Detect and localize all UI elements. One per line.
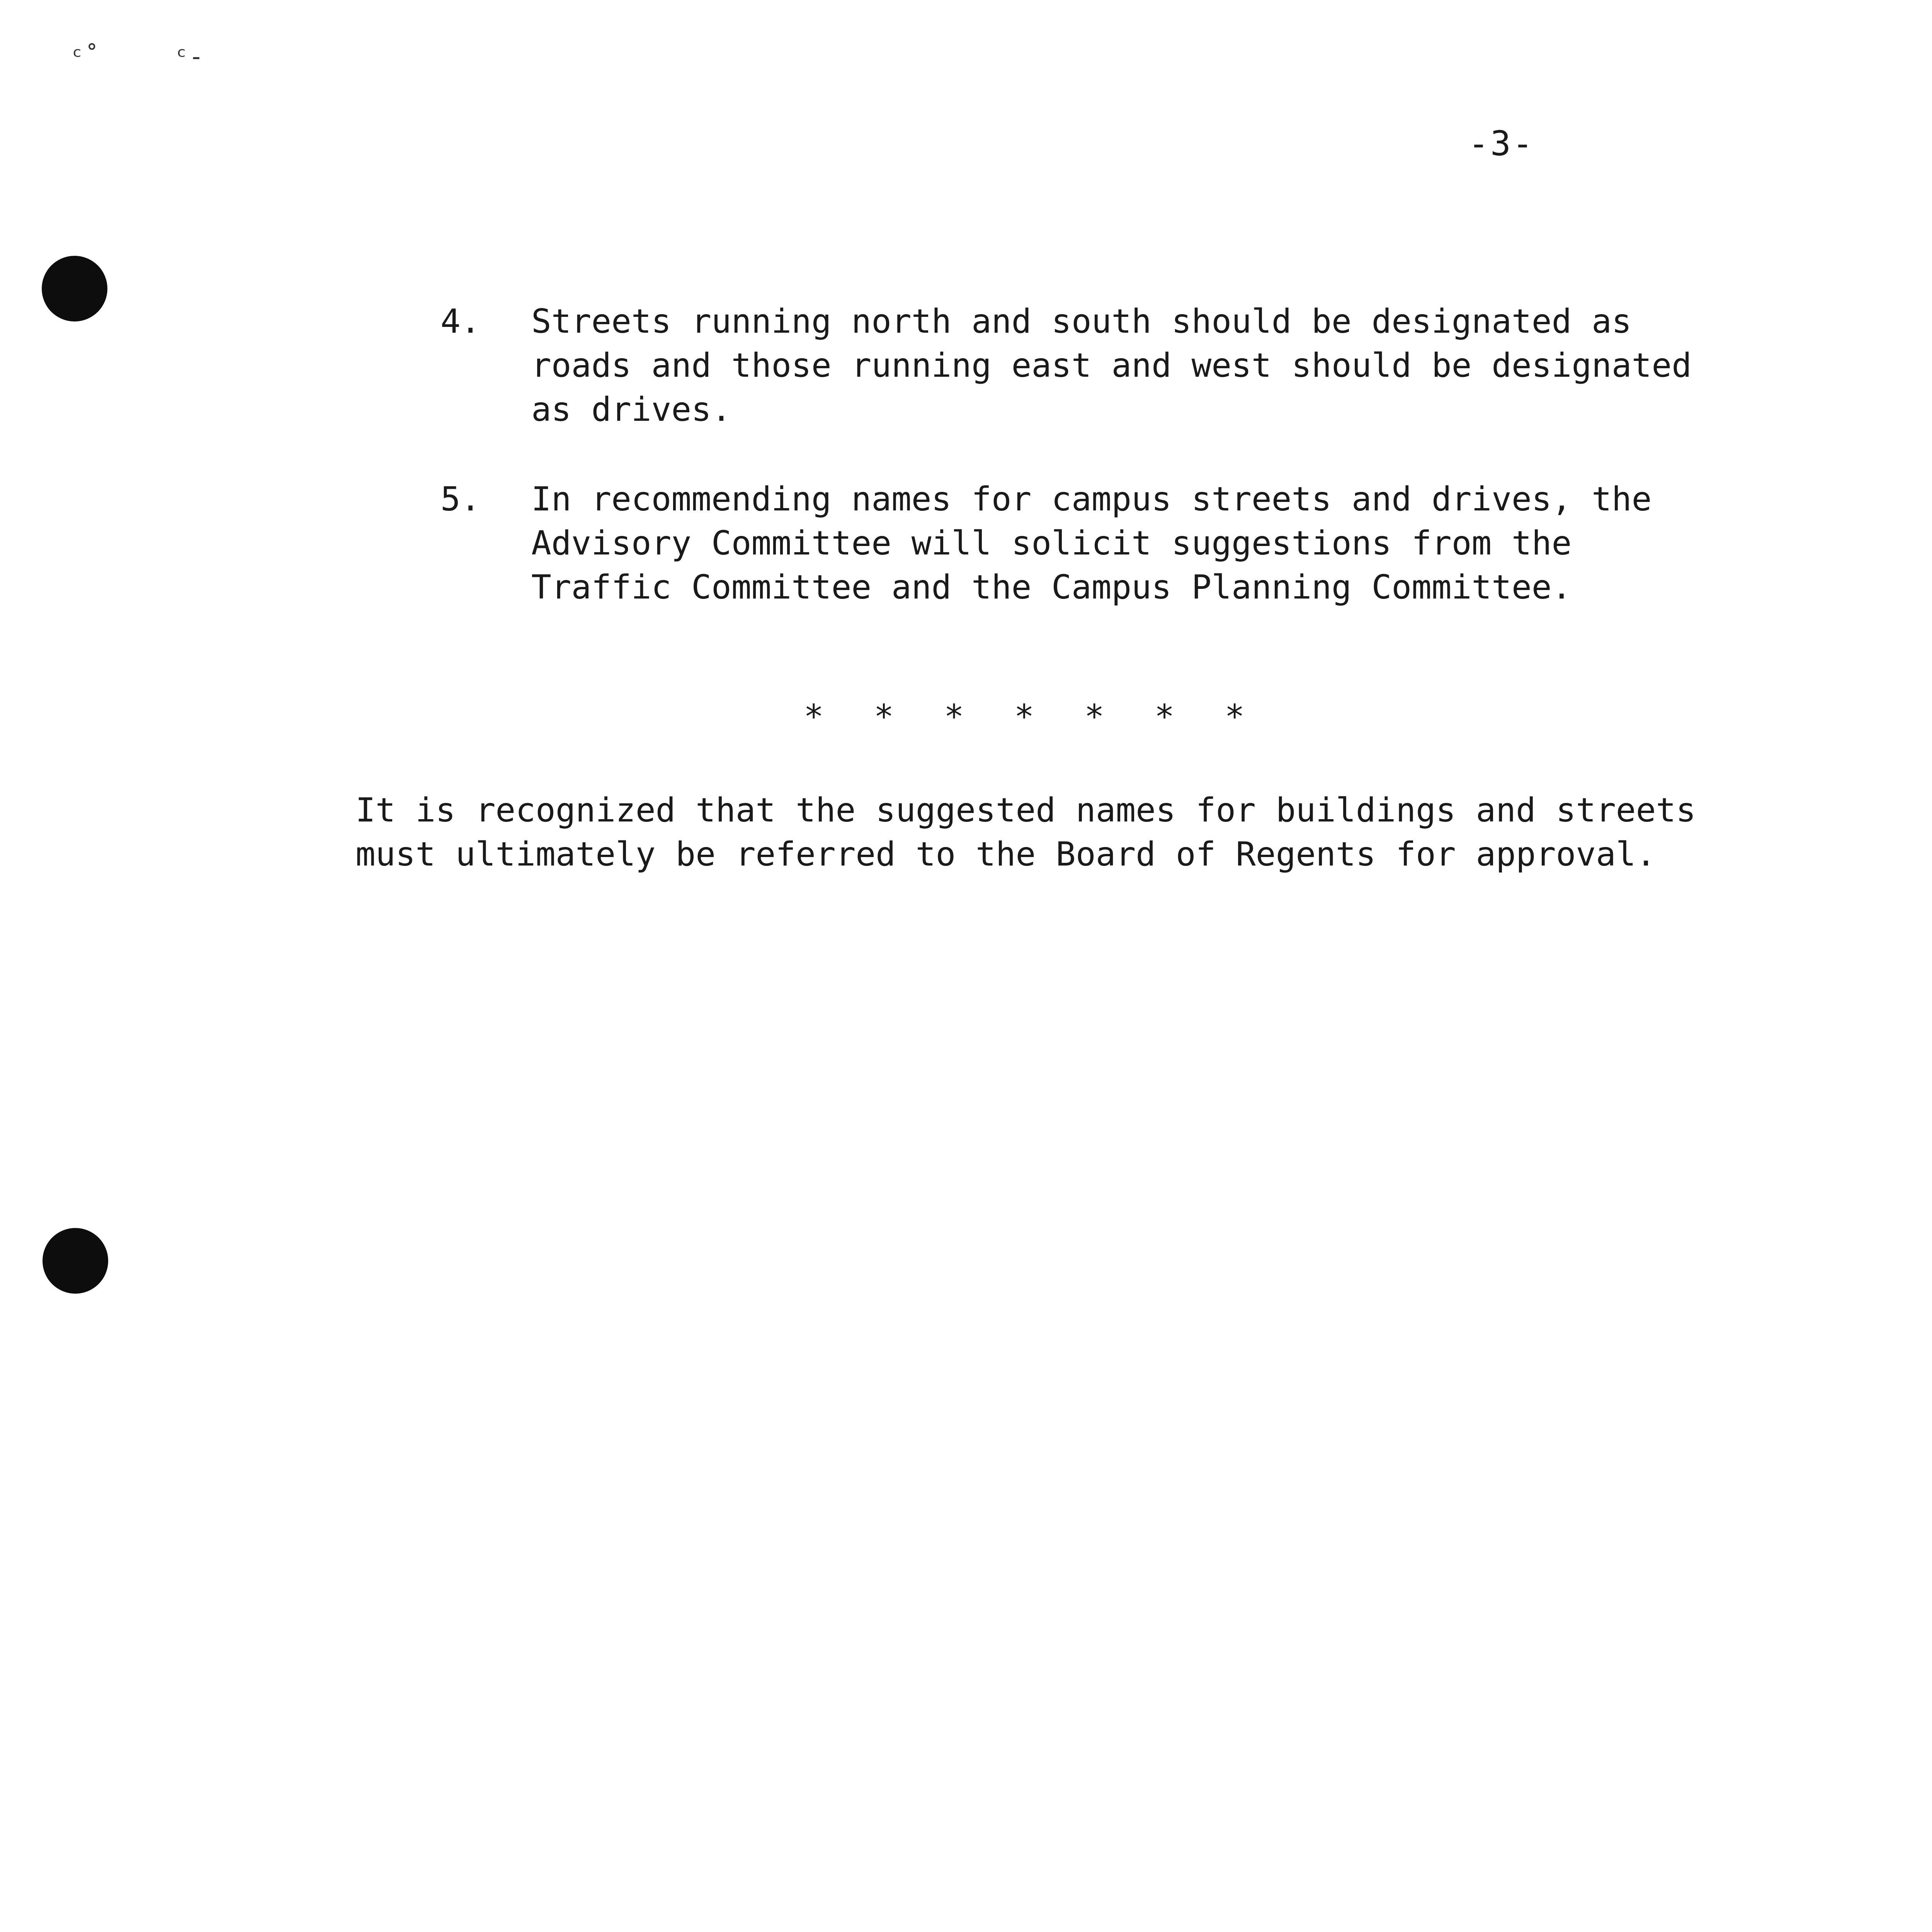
- numbered-list: [440, 299, 1723, 655]
- list-item-text: Streets running north and south should be designated as roads and those running east and west should be designated as drives.: [531, 302, 1692, 429]
- list-item-number: 4.: [440, 302, 481, 341]
- list-item-text: In recommending names for campus streets and drives, the Advisory Committee will solicit suggestions from the Traffic Committee and the Campus Planning Committee.: [531, 480, 1652, 607]
- scan-mark: ᶜ-: [174, 43, 204, 71]
- scan-mark: ᶜ˚: [70, 43, 100, 71]
- punch-hole: [42, 256, 107, 321]
- closing-paragraph: It is recognized that the suggested names for buildings and streets must ultimately be referred to the Board of Regents for approval.: [355, 791, 1696, 874]
- list-item: [440, 299, 1723, 432]
- page-label-top: -3-: [1468, 124, 1534, 163]
- punch-hole: [43, 1228, 108, 1294]
- star-separator: [804, 697, 1245, 736]
- list-item: [440, 477, 1723, 609]
- list-item-number: 5.: [440, 480, 481, 519]
- separator-text: * * * * * * *: [804, 697, 1245, 736]
